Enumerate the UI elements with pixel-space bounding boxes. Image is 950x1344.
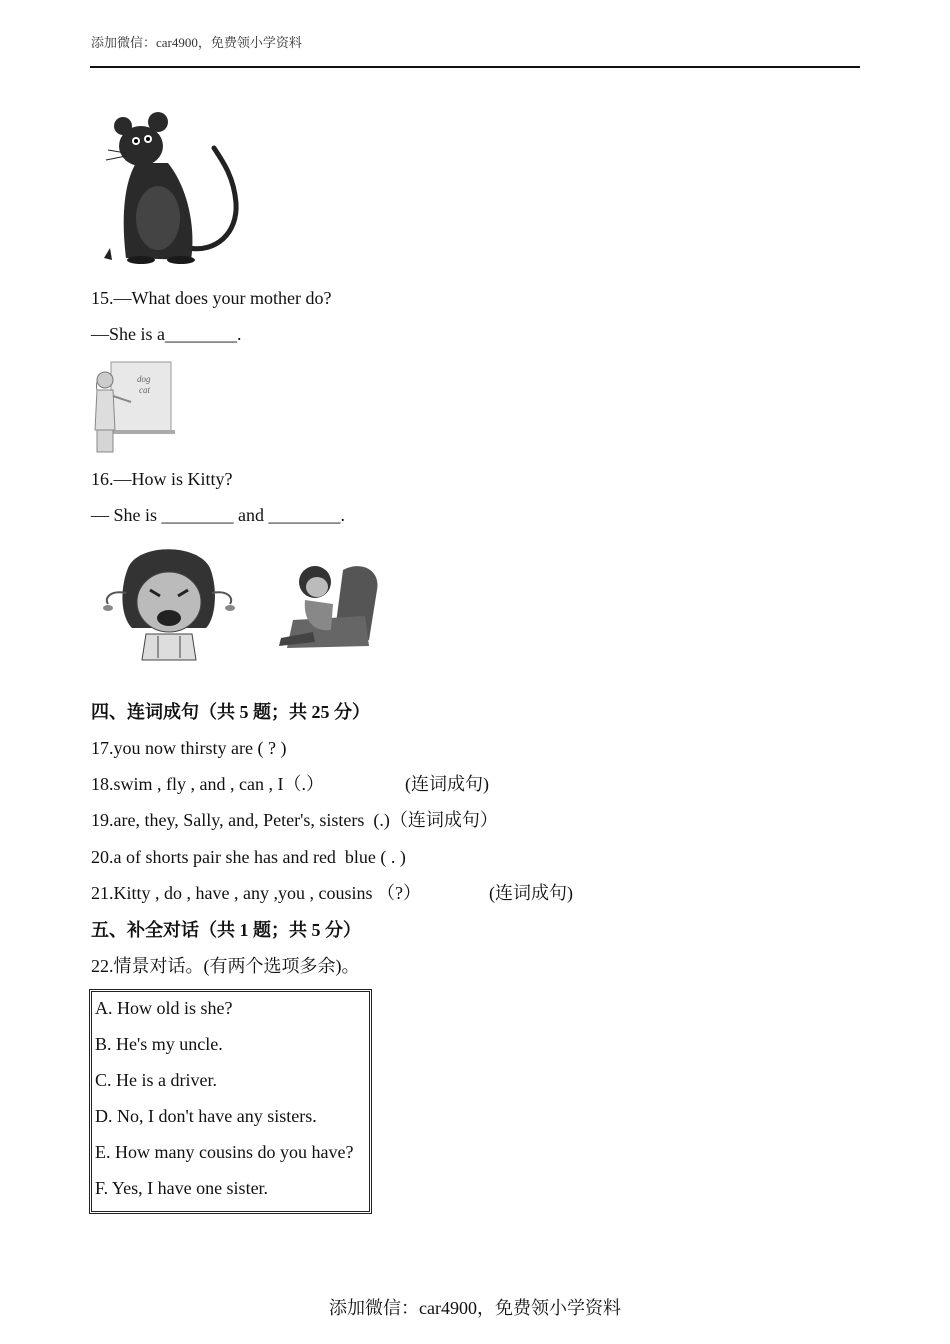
item-21: 21.Kitty , do , have , any ,you , cousins （?）: [91, 883, 421, 903]
header-divider: [90, 66, 860, 68]
svg-text:cat: cat: [139, 385, 150, 395]
item-20: 20.a of shorts pair she has and red blue ( . ): [91, 847, 406, 867]
option-d: D. No, I don't have any sisters.: [95, 1106, 317, 1126]
question-22: 22.情景对话。(有两个选项多余)。: [91, 956, 360, 976]
teacher-illustration: [91, 360, 175, 454]
option-a: A. How old is she?: [95, 998, 233, 1018]
section-4-title: 四、连词成句（共 5 题；共 25 分）: [91, 702, 370, 722]
crying-girl-illustration: [98, 538, 240, 662]
option-c: C. He is a driver.: [95, 1070, 217, 1090]
svg-text:dog: dog: [137, 374, 151, 384]
question-16: 16.—How is Kitty?: [91, 469, 233, 489]
answer-16: — She is ________ and ________.: [91, 505, 345, 525]
item-19: 19.are, they, Sally, and, Peter's, sisters (.)（连词成句）: [91, 810, 498, 830]
item-21-hint: (连词成句): [489, 883, 573, 903]
question-15: 15.—What does your mother do?: [91, 288, 332, 308]
section-5-title: 五、补全对话（共 1 题；共 5 分）: [91, 920, 361, 940]
item-17: 17.you now thirsty are ( ? ): [91, 738, 287, 758]
option-e: E. How many cousins do you have?: [95, 1142, 354, 1162]
tired-girl-illustration: [273, 560, 383, 652]
option-b: B. He's my uncle.: [95, 1034, 223, 1054]
item-18-hint: (连词成句): [405, 774, 489, 794]
item-18: 18.swim , fly , and , can , I（.）: [91, 774, 324, 794]
option-f: F. Yes, I have one sister.: [95, 1178, 269, 1198]
header-watermark: 添加微信：car4900，免费领小学资料: [91, 35, 302, 50]
dialogue-options-box: [89, 989, 372, 1214]
answer-15: —She is a________.: [91, 324, 242, 344]
footer-watermark: 添加微信：car4900，免费领小学资料: [329, 1298, 621, 1318]
rat-illustration: [96, 108, 246, 268]
